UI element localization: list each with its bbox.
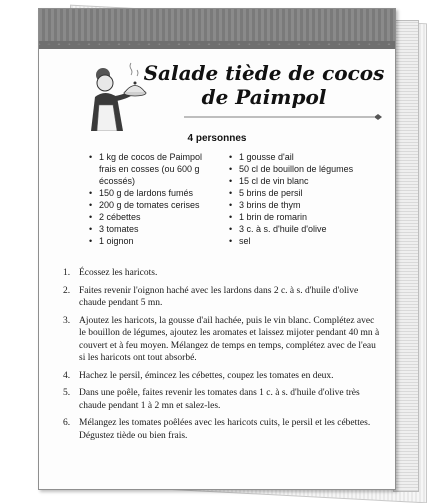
ingredient-item: • 1 oignon xyxy=(89,235,219,247)
ingredient-item: • 5 brins de persil xyxy=(229,187,389,199)
ingredient-item: • 1 gousse d'ail xyxy=(229,151,389,163)
instruction-step xyxy=(61,387,381,412)
title-divider xyxy=(184,113,384,121)
scalloped-edge xyxy=(39,41,395,51)
ingredient-item: • 1 kg de cocos de Paimpol frais en cosses (ou 600 g écossés) xyxy=(89,151,219,187)
ingredient-item: • 200 g de tomates cerises xyxy=(89,199,219,211)
recipe-title xyxy=(139,61,389,109)
ingredient-item: • 50 cl de bouillon de légumes xyxy=(229,163,389,175)
servings-label: 4 personnes xyxy=(187,133,247,144)
step-number: 2. xyxy=(63,285,71,296)
instruction-step xyxy=(61,315,381,365)
ingredient-item: • 2 cébettes xyxy=(89,211,219,223)
step-text: Hachez le persil, émincez les cébettes, coupez les tomates en deux. xyxy=(79,370,334,381)
title-line-2: de Paimpol xyxy=(201,85,327,109)
instructions-list xyxy=(61,267,381,447)
step-text: Faites revenir l'oignon haché avec les lardons dans 2 c. à s. d'huile d'olive chaude pendant 5 mn. xyxy=(79,285,359,308)
instruction-step xyxy=(61,417,381,442)
step-number: 1. xyxy=(63,268,71,278)
instruction-step xyxy=(61,370,381,383)
ingredient-item: • 3 brins de thym xyxy=(229,199,389,211)
step-number: 3. xyxy=(63,315,71,326)
ingredients-list-left xyxy=(89,151,219,247)
page-stack-side xyxy=(393,20,419,492)
title-line-1: Salade tiède de cocos xyxy=(143,61,385,85)
ingredients-list-right xyxy=(229,151,389,247)
binding-texture xyxy=(39,9,395,45)
ingredient-item: • 3 tomates xyxy=(89,223,219,235)
step-text: Dans une poêle, faites revenir les tomates dans 1 c. à s. d'huile d'olive très chaude pendant 1 à 2 mn et salez-les. xyxy=(79,388,360,411)
ingredient-item: • 15 cl de vin blanc xyxy=(229,175,389,187)
step-text: Ajoutez les haricots, la gousse d'ail hachée, puis le vin blanc. Complétez avec le bouillon de légumes, ajoutez les aromates et laissez mijoter pendant 40 mn à couvert et à feu moyen. Mélangez de temps en temps, complétez avec de l'eau si les haricots ont tout absorbé. xyxy=(79,315,380,363)
ingredient-item: • 150 g de lardons fumés xyxy=(89,187,219,199)
step-number: 5. xyxy=(63,388,71,398)
step-text: Mélangez les tomates poêlées avec les haricots cuits, le persil et les cébettes. Dégustez tiède ou bien frais. xyxy=(79,418,371,441)
step-number: 6. xyxy=(63,418,71,428)
instruction-step xyxy=(61,285,381,310)
step-text: Écossez les haricots. xyxy=(79,268,158,278)
instruction-step xyxy=(61,267,381,280)
recipe-card xyxy=(38,8,396,490)
step-number: 4. xyxy=(63,370,71,381)
ingredient-item: • 3 c. à s. d'huile d'olive xyxy=(229,223,389,235)
ingredient-item: • sel xyxy=(229,235,389,247)
ingredient-item: • 1 brin de romarin xyxy=(229,211,389,223)
